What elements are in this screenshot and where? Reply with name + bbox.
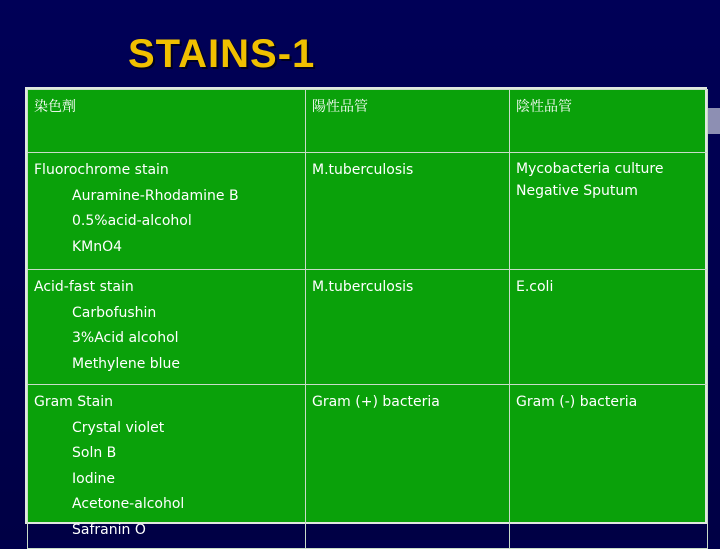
header-label: 染色劑 (34, 99, 76, 115)
negative-control-value: E.coli (516, 279, 554, 295)
stain-name: Fluorochrome stain (34, 162, 169, 178)
header-label: 陰性品管 (516, 99, 572, 115)
negative-control-value: Gram (-) bacteria (516, 394, 638, 410)
slide-title: STAINS-1 (128, 32, 316, 76)
stain-cell (28, 385, 306, 549)
table-row (28, 385, 708, 549)
reagent-item: Acetone-alcohol (72, 496, 185, 512)
reagent-item: Soln B (72, 445, 117, 461)
negative-control-value: Mycobacteria culture (516, 161, 664, 177)
positive-control-value: M.tuberculosis (312, 162, 414, 178)
negative-control-value: Negative Sputum (516, 183, 638, 199)
table-row (28, 270, 708, 385)
stains-table (27, 89, 708, 549)
reagent-item: 0.5%acid-alcohol (72, 213, 192, 229)
reagent-item: 3%Acid alcohol (72, 330, 179, 346)
negative-control-cell (510, 270, 708, 385)
table-header-row (28, 90, 708, 153)
side-scroll-tab (708, 108, 720, 134)
stain-name: Gram Stain (34, 394, 113, 410)
reagent-item: Safranin O (72, 521, 146, 538)
reagent-item: KMnO4 (72, 238, 123, 255)
positive-control-cell (306, 385, 510, 549)
header-cell-stain (28, 90, 306, 153)
stain-cell (28, 270, 306, 385)
table-row (28, 153, 708, 270)
header-cell-negative-control (510, 90, 708, 153)
positive-control-value: Gram (+) bacteria (312, 394, 440, 410)
positive-control-cell (306, 153, 510, 270)
reagent-item: Crystal violet (72, 419, 165, 436)
negative-control-cell (510, 153, 708, 270)
stains-table-container (25, 87, 707, 538)
header-label: 陽性品管 (312, 99, 368, 115)
reagent-item: Iodine (72, 470, 115, 487)
reagent-item: Methylene blue (72, 355, 181, 372)
reagent-item: Auramine-Rhodamine B (72, 187, 239, 204)
positive-control-value: M.tuberculosis (312, 279, 414, 295)
stain-name: Acid-fast stain (34, 279, 134, 295)
header-cell-positive-control (306, 90, 510, 153)
negative-control-cell (510, 385, 708, 549)
stain-cell (28, 153, 306, 270)
positive-control-cell (306, 270, 510, 385)
reagent-item: Carbofushin (72, 304, 157, 321)
